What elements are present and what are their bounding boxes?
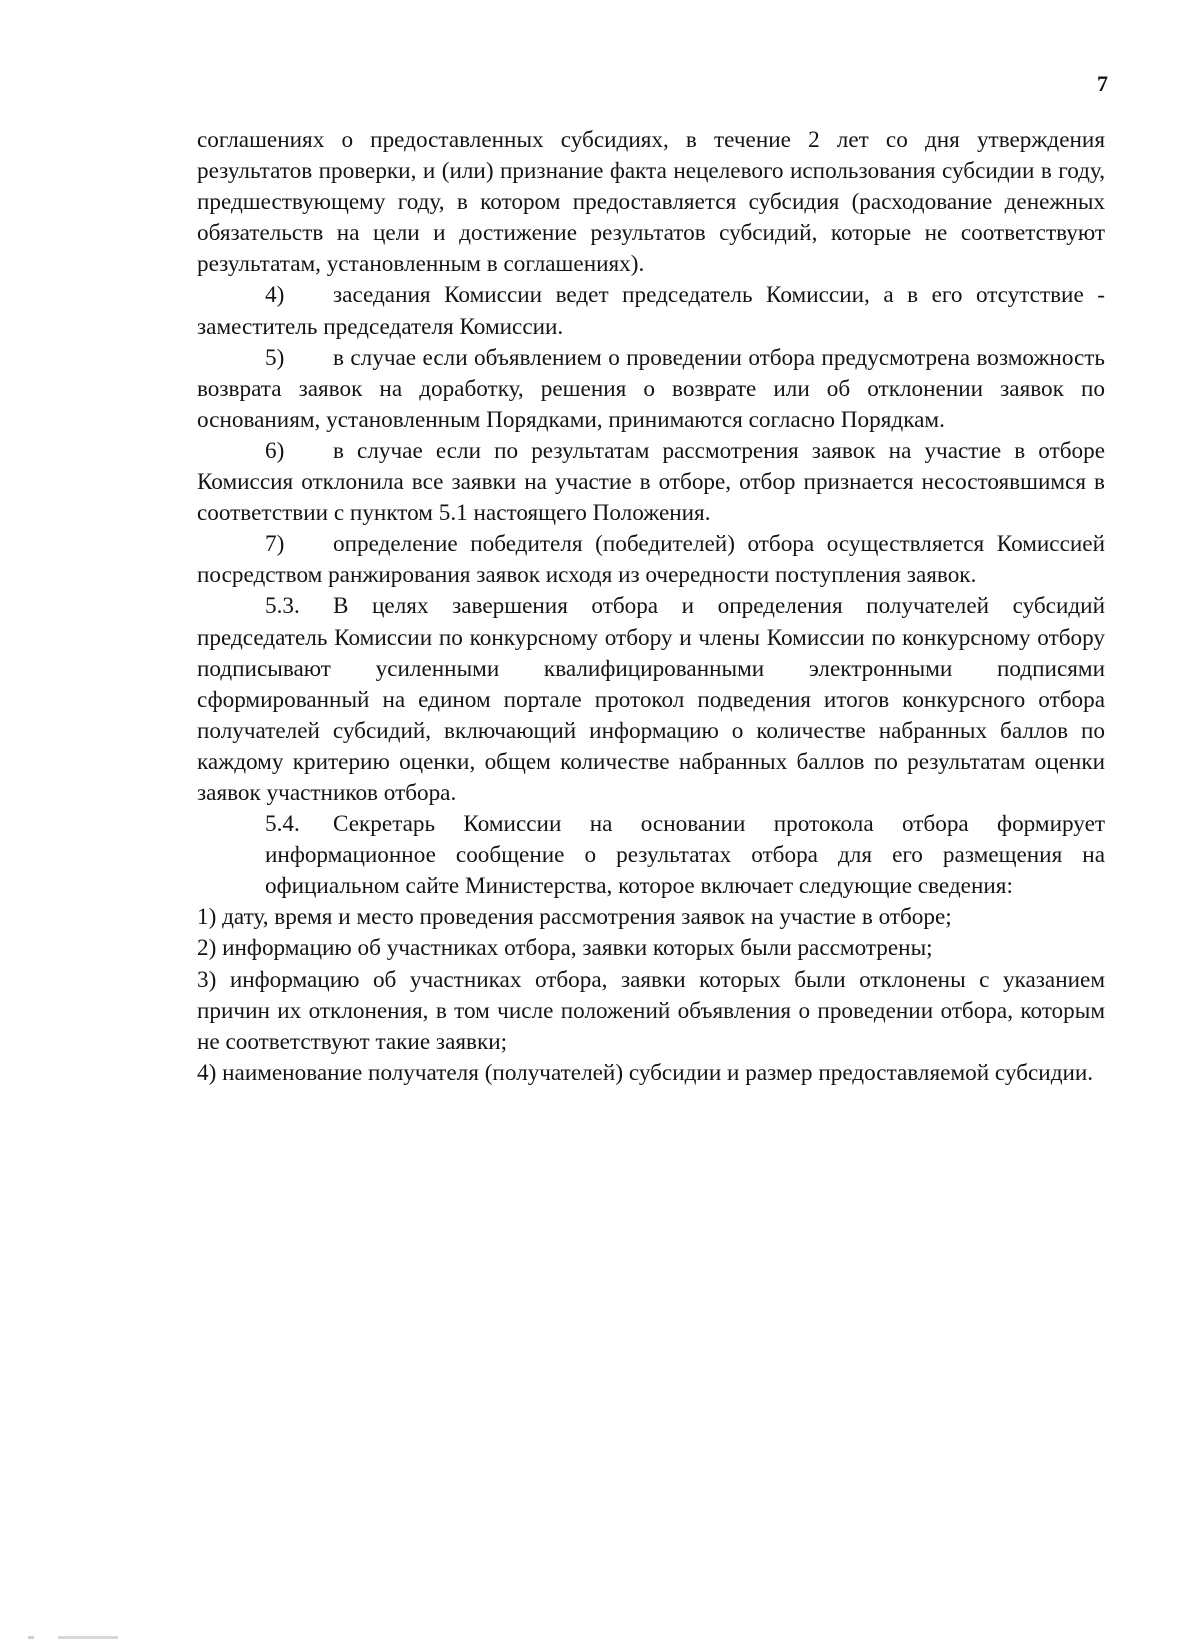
list-item: 1) дату, время и место проведения рассмотрения заявок на участие в отборе; xyxy=(197,904,952,931)
item-4-number: 4) xyxy=(265,282,285,309)
list-item: 2) информацию об участниках отбора, заявки которых были рассмотрены; xyxy=(197,935,933,962)
item-5-number: 5) xyxy=(265,344,285,371)
list-item: 3) информацию об участниках отбора, заявки которых были отклонены с указанием причин их отклонения, в том числе положений объявления о проведении отбора, которым не соответствуют такие заявки; xyxy=(197,966,1105,1055)
section-5-3-number: 5.3. xyxy=(265,593,300,620)
item-7-number: 7) xyxy=(265,531,285,558)
continuation-paragraph: соглашениях о предоставленных субсидиях, в течение 2 лет со дня утверждения результатов проверки, и (или) признание факта нецелевого использования субсидии в году, предшествующему году, в котором предоставляется субсидия (расходование денежных обязательств на цели и достижение результатов субсидий, которые не соответствуют результатам, установленным в соглашениях). xyxy=(197,127,1105,278)
section-5-3-paragraph xyxy=(197,591,1105,809)
item-6-number: 6) xyxy=(265,437,285,464)
section-5-4-text: Секретарь Комиссии на основании протокола отбора формирует информационное сообщение о результатах отбора для его размещения на официальном сайте Министерства, которое включает следующие сведения: xyxy=(265,811,1105,900)
item-7-paragraph xyxy=(197,529,1105,591)
section-5-3-text: В целях завершения отбора и определения получателей субсидий председатель Комиссии по конкурсному отбору и члены Комиссии по конкурсному отбору подписывают усиленными квалифицированными электронными подписями сформированный на едином портале протокол подведения итогов конкурсного отбора получателей субсидий, включающий информацию о количестве набранных баллов по каждому критерию оценки, общем количестве набранных баллов по результатам оценки заявок участников отбора. xyxy=(197,593,1105,806)
section-5-4-number: 5.4. xyxy=(265,811,300,838)
item-6-text: в случае если по результатам рассмотрения заявок на участие в отборе Комиссия отклонила все заявки на участие в отборе, отбор признается несостоявшимся в соответствии с пунктом 5.1 настоящего Положения. xyxy=(197,437,1105,527)
scan-artifact xyxy=(28,1636,148,1639)
item-4-paragraph xyxy=(197,280,1105,342)
item-5-paragraph xyxy=(197,343,1105,436)
page-number: 7 xyxy=(1097,71,1108,96)
item-5-text: в случае если объявлением о проведении отбора предусмотрена возможность возврата заявок на доработку, решения о возврате или об отклонении заявок по основаниям, установленным Порядками, принимаются согласно Порядкам. xyxy=(197,344,1105,433)
document-body xyxy=(197,125,1105,1089)
item-6-paragraph xyxy=(197,436,1105,529)
list-item: 4) наименование получателя (получателей) субсидии и размер предоставляемой субсидии. xyxy=(197,1059,1094,1086)
item-7-text: определение победителя (победителей) отбора осуществляется Комиссией посредством ранжирования заявок исходя из очередности поступления заявок. xyxy=(197,531,1105,589)
section-5-4-paragraph xyxy=(197,809,1105,902)
item-4-text: заседания Комиссии ведет председатель Комиссии, а в его отсутствие - заместитель председателя Комиссии. xyxy=(197,282,1105,340)
